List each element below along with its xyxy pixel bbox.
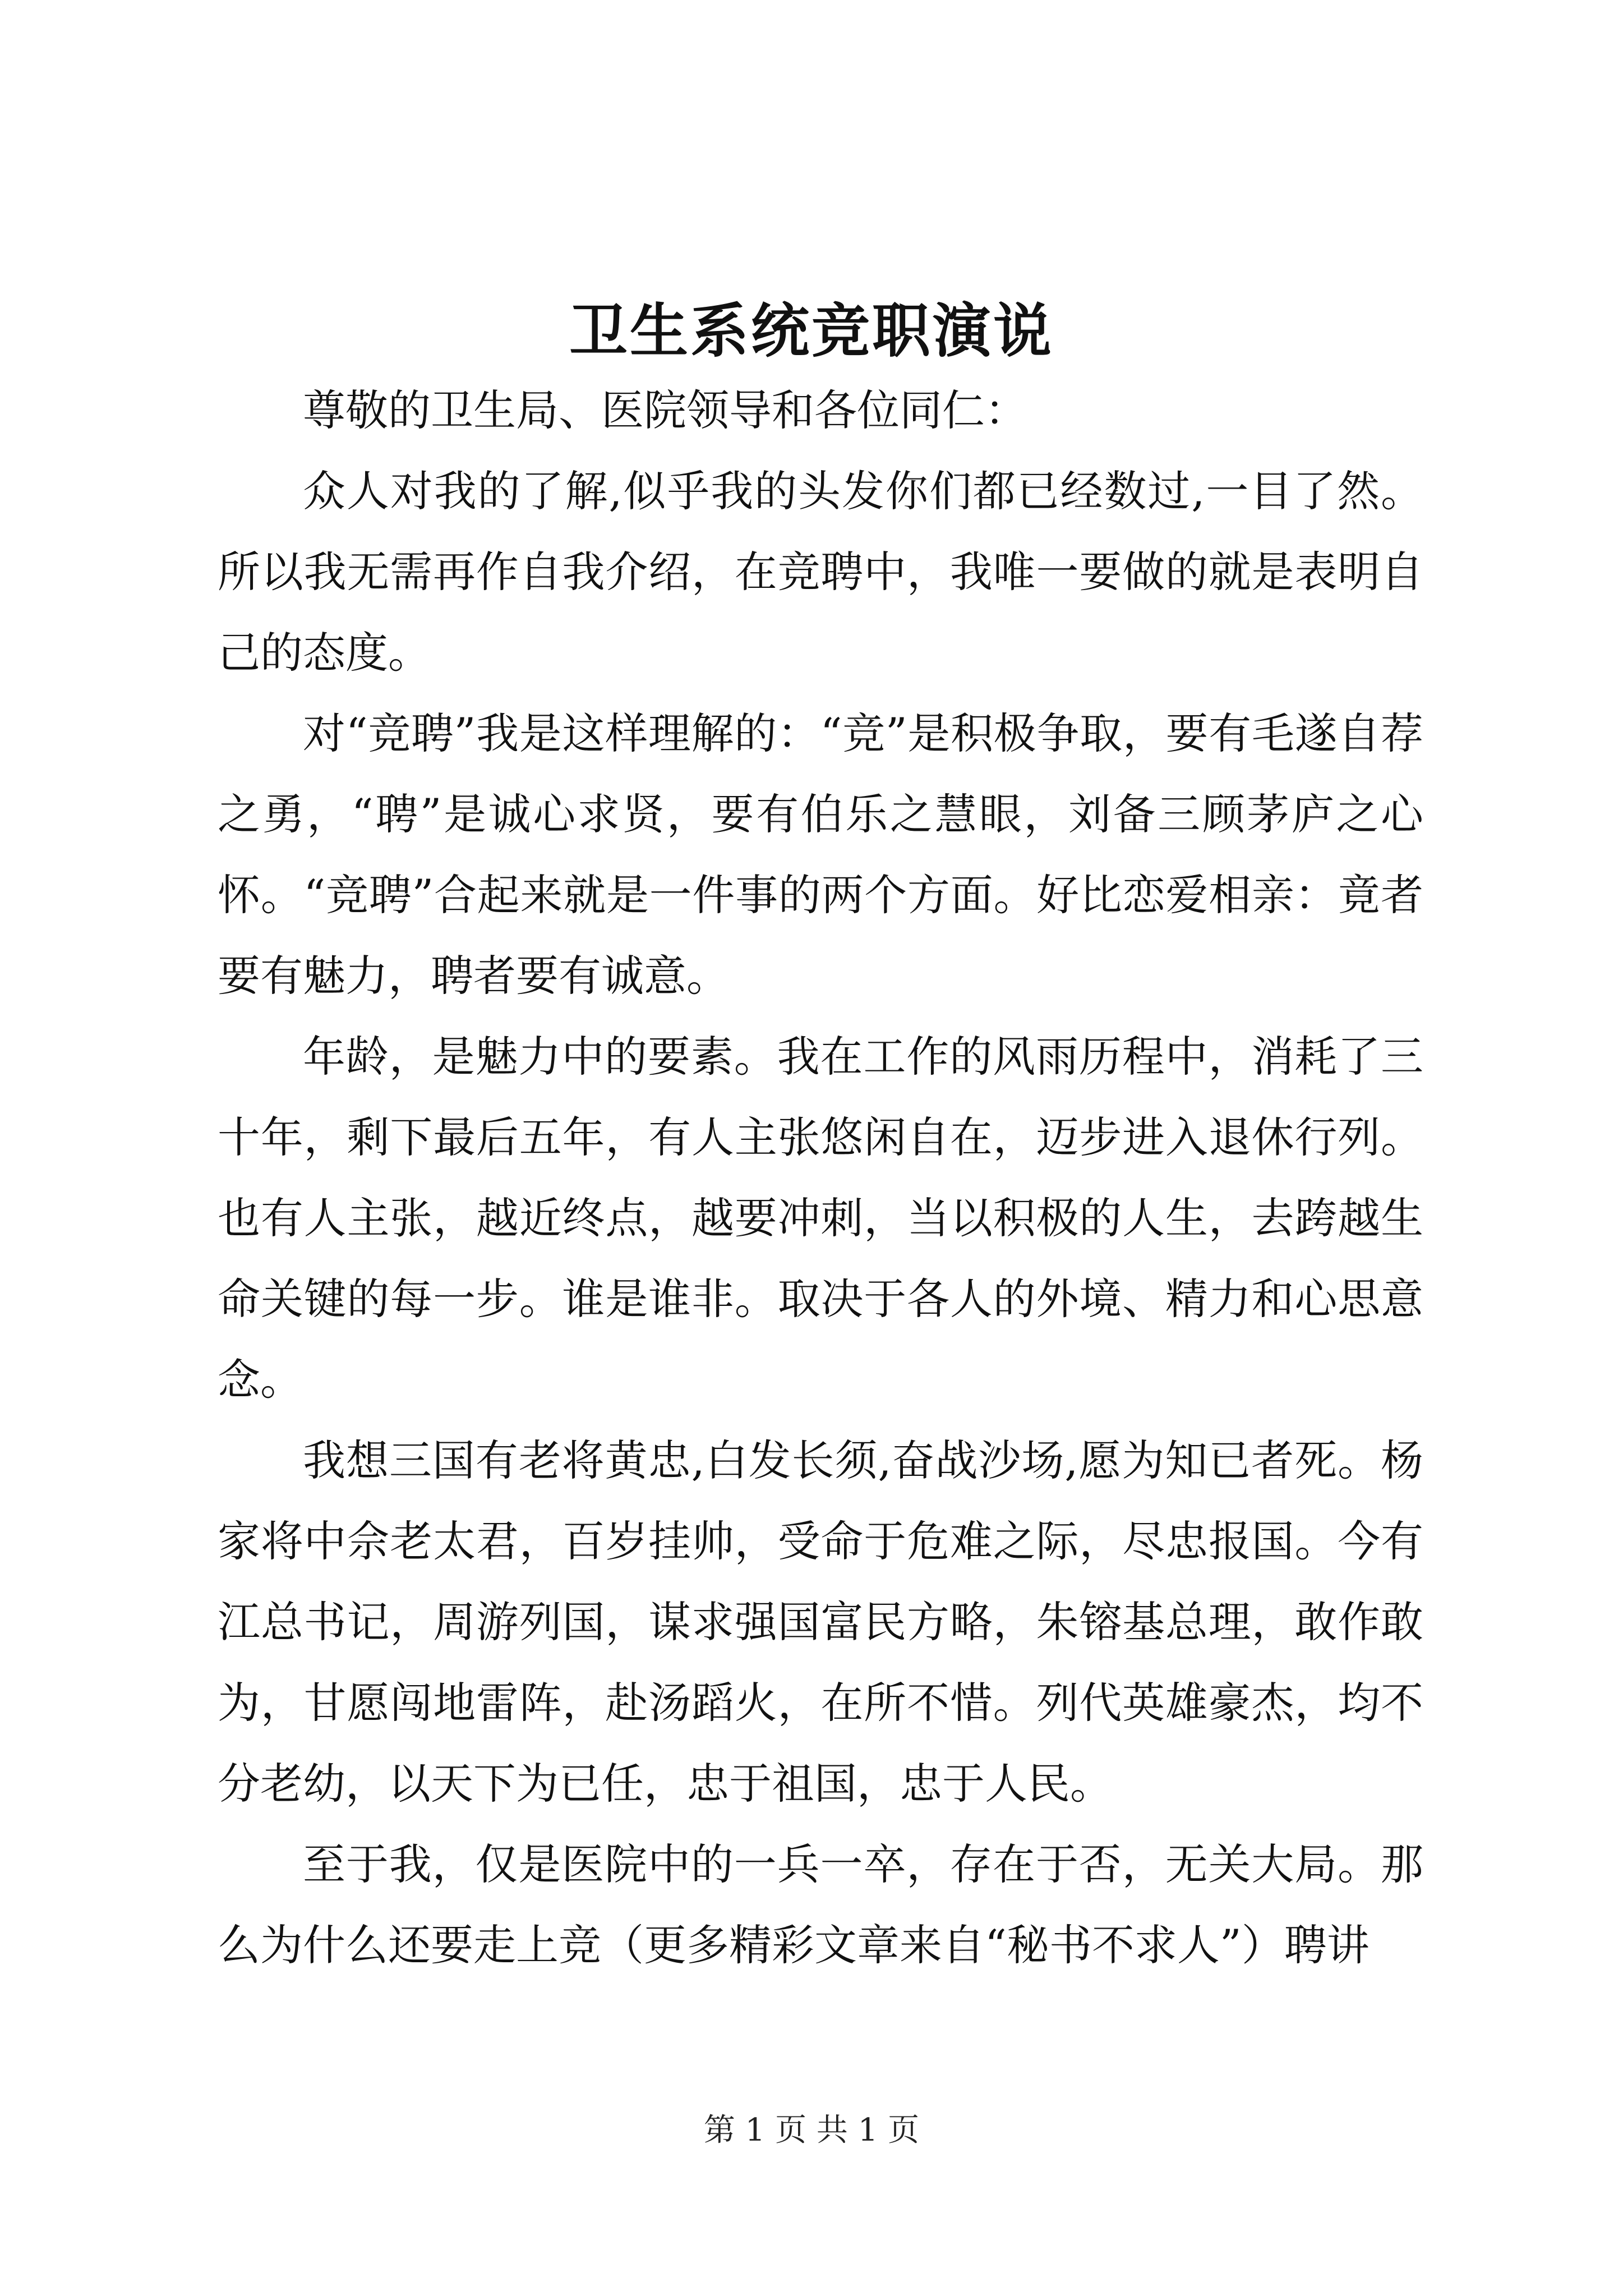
body-paragraph: 众人对我的了解,似乎我的头发你们都已经数过,一目了然。所以我无需再作自我介绍，在竞聘中，我唯一要做的就是表明自己的态度。	[218, 466, 1423, 678]
body-paragraph: 至于我，仅是医院中的一兵一卒，存在于否，无关大局。那么为什么还要走上竞（更多精彩文章来自“秘书不求人”）聘讲	[218, 1839, 1423, 1970]
document-body	[218, 370, 1423, 1986]
body-paragraph: 对“竞聘”我是这样理解的：“竞”是积极争取，要有毛遂自荐之勇，“聘”是诚心求贤，要有伯乐之慧眼，刘备三顾茅庐之心怀。“竞聘”合起来就是一件事的两个方面。好比恋爱相亲：竟者要有魅力，聘者要有诚意。	[218, 708, 1423, 1001]
body-paragraph: 我想三国有老将黄忠,白发长须,奋战沙场,愿为知已者死。杨家将中佘老太君，百岁挂帅，受命于危难之际，尽忠报国。今有江总书记，周游列国，谋求强国富民方略，朱镕基总理，敢作敢为，甘愿闯地雷阵，赴汤蹈火，在所不惜。列代英雄豪杰，均不分老幼，以天下为已任，忠于祖国，忠于人民。	[218, 1435, 1423, 1809]
page-number-footer: 第 1 页 共 1 页	[703, 2112, 920, 2148]
salutation-paragraph: 尊敬的卫生局、医院领导和各位同仁：	[303, 385, 1027, 435]
body-paragraph: 年龄，是魅力中的要素。我在工作的风雨历程中，消耗了三十年，剩下最后五年，有人主张悠闲自在，迈步进入退休行列。也有人主张，越近终点，越要冲刺，当以积极的人生，去跨越生命关键的每一步。谁是谁非。取决于各人的外境、精力和心思意念。	[218, 1032, 1423, 1405]
document-title: 卫生系统竞职演说	[569, 296, 1054, 365]
